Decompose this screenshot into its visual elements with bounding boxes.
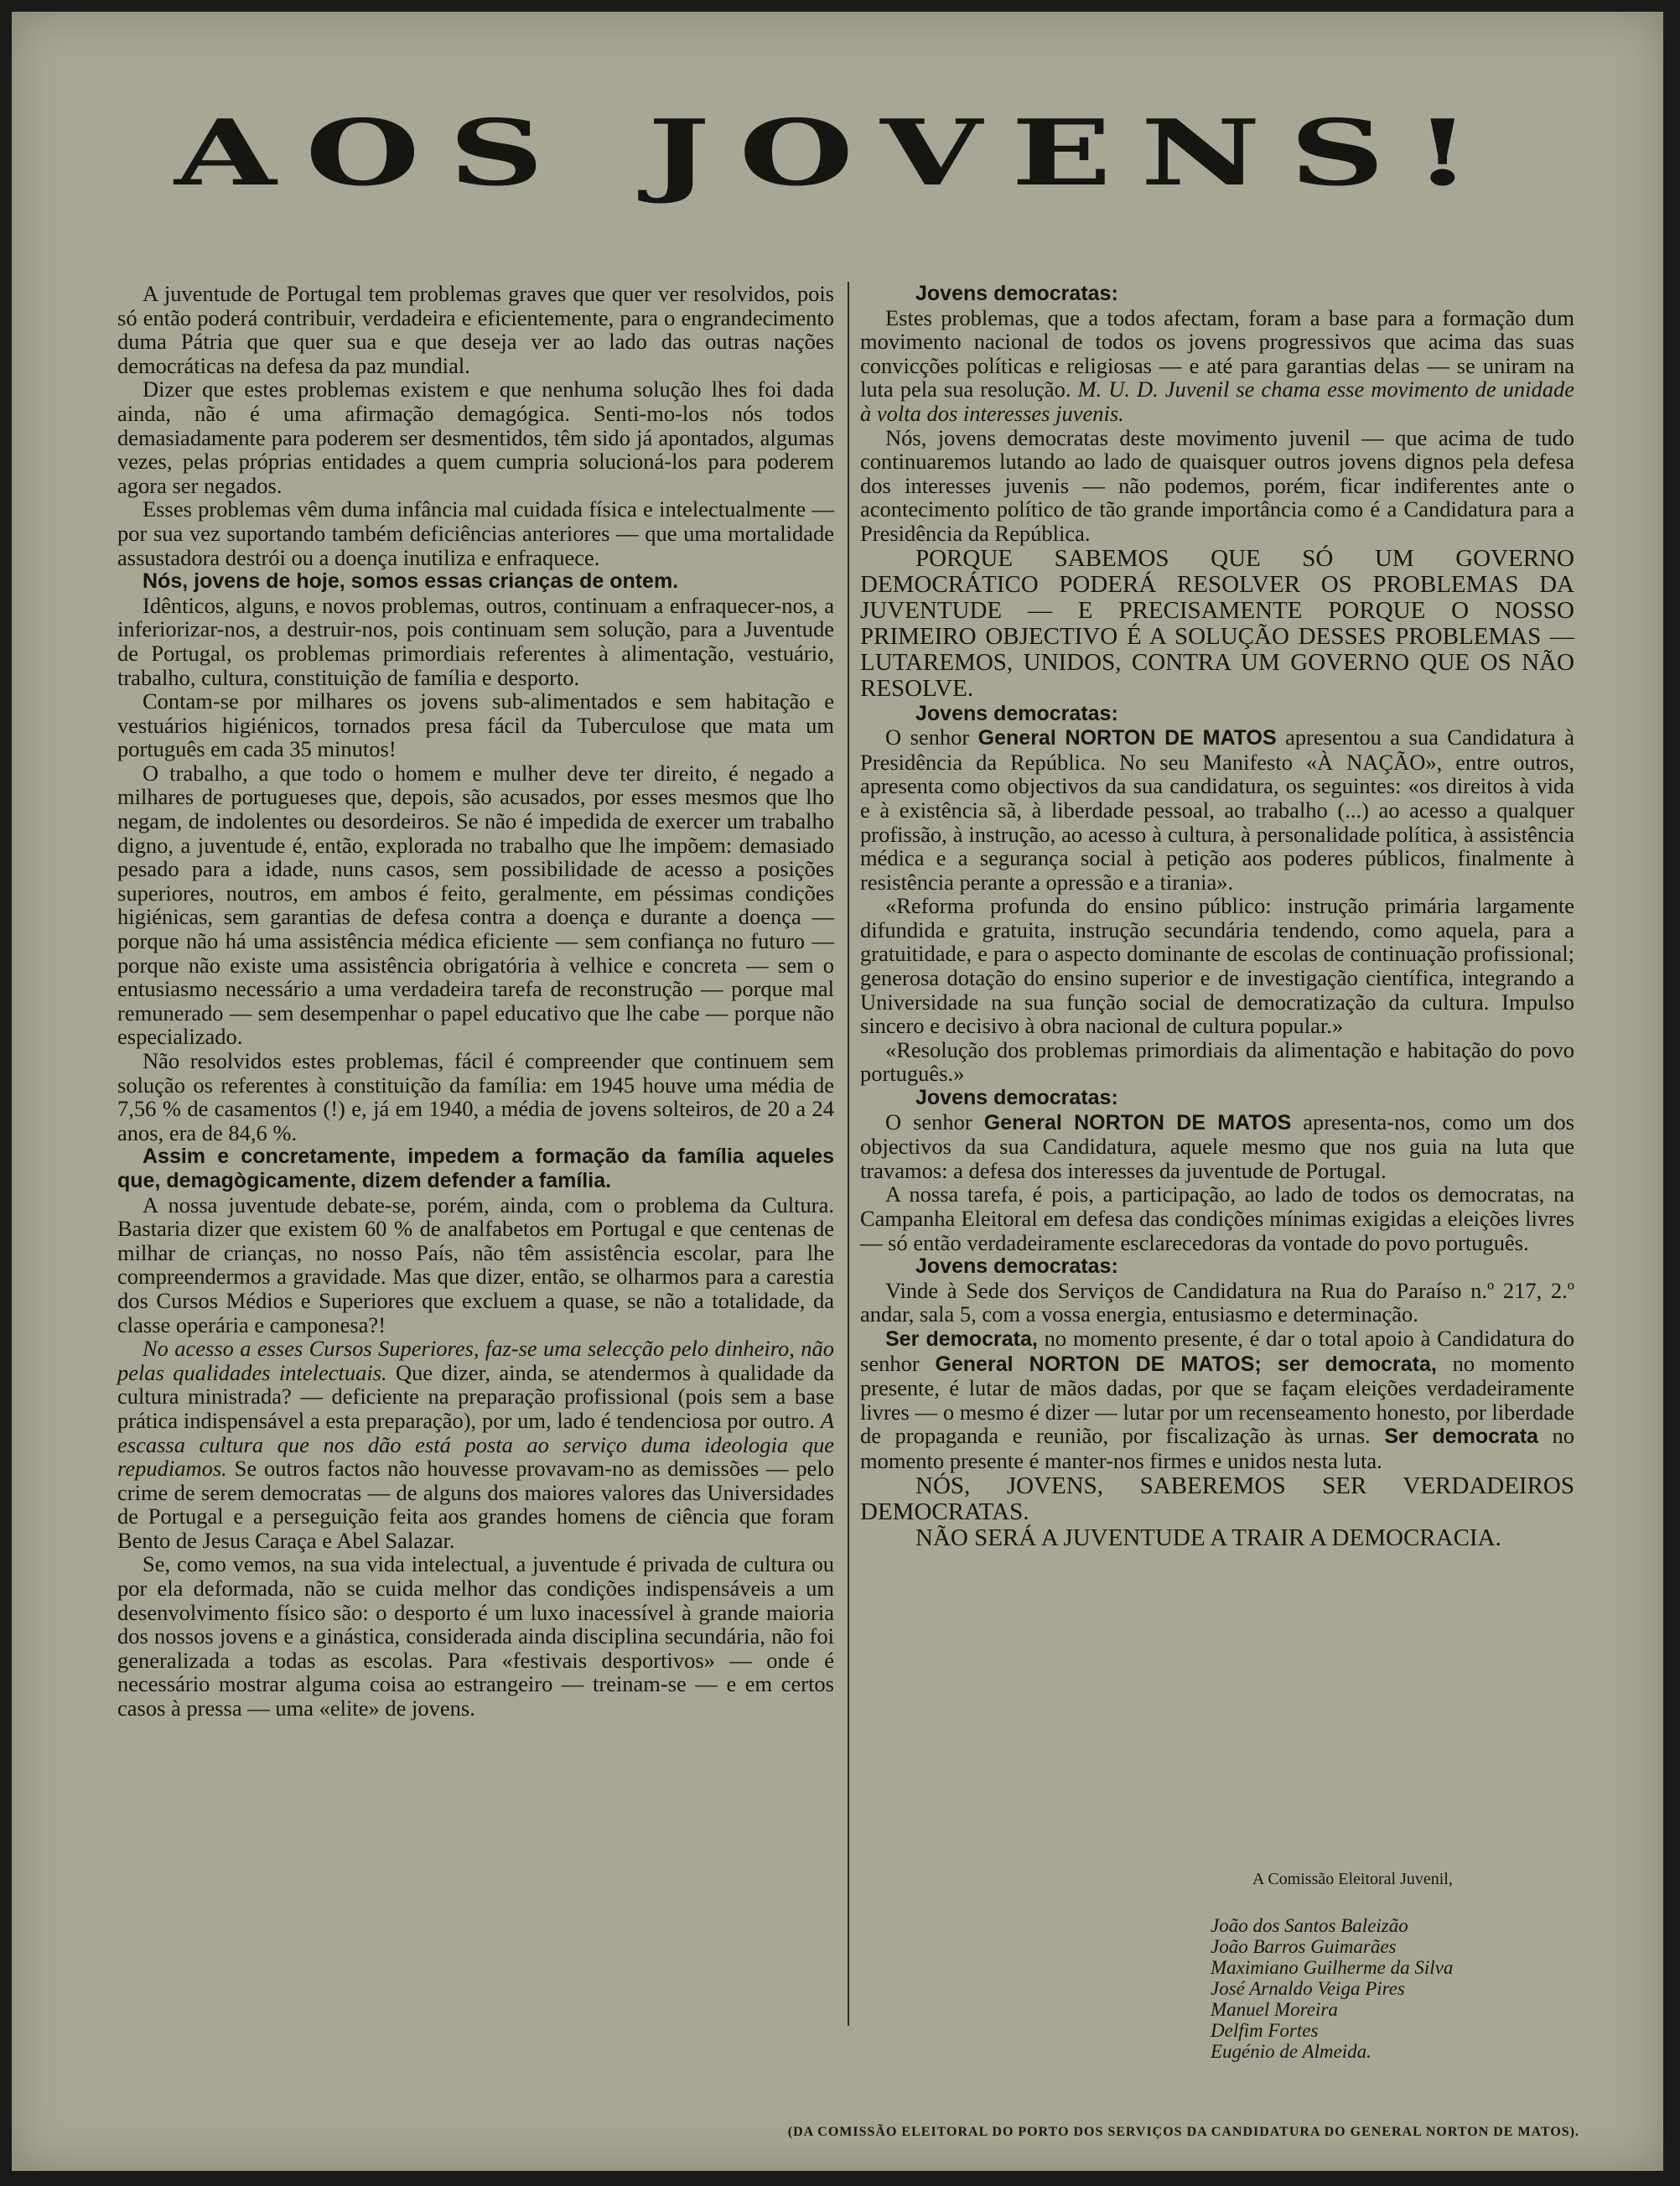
- paragraph: Não resolvidos estes problemas, fácil é compreender que continuem sem solução os referentes à constituição da família: em 1945 houve uma média de 7,56 % de casamentos (!) e, já em 1940, a média de jovens solteiros, de 20 a 24 anos, era de 84,6 %.: [117, 1048, 834, 1145]
- left-column: [117, 282, 834, 1721]
- paragraph: «Resolução dos problemas primordiais da alimentação e habitação do povo português.»: [860, 1036, 1574, 1087]
- bold-run: General NORTON DE MATOS: [983, 1110, 1292, 1135]
- paragraph: [860, 1327, 1574, 1473]
- italic-run: No acesso a esses Cursos Superiores, faz-se uma selecção pelo dinheiro, não pelas qualidades intelectuais.: [117, 1336, 834, 1385]
- paragraph: Se, como vemos, na sua vida intelectual, a juventude é privada de cultura ou por ela deformada, não se cuida melhor das condições indispensáveis a um desenvolvimento físico são: o desporto é um luxo inacessível à grande maioria dos nossos jovens e a ginástica, considerada ainda disciplina secundária, não foi generalizada a todas as escolas. Para «festivais desportivos» — onde é necessário mostrar alguma coisa ao estrangeiro — treinam-se — e em certos casos à pressa — uma «elite» de jovens.: [117, 1551, 834, 1721]
- right-column: [860, 282, 1574, 1551]
- paragraph: Idênticos, alguns, e novos problemas, outros, continuam a enfraquecer-nos, a inferiorizar-nos, a destruir-nos, pois continuam sem solução, para a Juventude de Portugal, os problemas primordiais referentes à alimentação, vestuário, trabalho, cultura, constituição de família e desporto.: [117, 592, 834, 690]
- bold-run: Ser democrata: [1384, 1425, 1538, 1449]
- paragraph: [860, 725, 1574, 894]
- bold-statement: Nós, jovens de hoje, somos essas crianças de ontem.: [143, 569, 679, 594]
- page-title: AOS JOVENS!: [174, 101, 1501, 206]
- text-run: no momento presente, é dar o total apoio à Candidatura do senhor: [860, 1325, 1575, 1376]
- signature-block: [1211, 1869, 1579, 2062]
- signatory-name: Eugénio de Almeida.: [1211, 2041, 1371, 2062]
- text-run: Se outros factos não houvesse provavam-no as demissões — pelo crime de serem democratas — de alguns dos maiores valores das Universidades de Portugal e a perseguição feita aos grandes homens de ciência que foram Bento de Jesus Caraça e Abel Salazar.: [117, 1456, 834, 1553]
- signatory-name: Delfim Fortes: [1211, 2020, 1319, 2041]
- signatory-name: Manuel Moreira: [1211, 1999, 1338, 2020]
- section-heading: Jovens democratas:: [915, 282, 1118, 305]
- signatory-name: Maximiano Guilherme da Silva: [1211, 1957, 1454, 1978]
- signatory-name: José Arnaldo Veiga Pires: [1211, 1978, 1405, 1999]
- paragraph: A nossa tarefa, é pois, a participação, ao lado de todos os democratas, na Campanha Eleitoral em defesa das condições mínimas exigidas a eleições livres — só então verdadeiramente esclarecedoras da vontade do povo português.: [860, 1181, 1574, 1255]
- caps-statement: PORQUE SABEMOS QUE SÓ UM GOVERNO DEMOCRÁTICO PODERÁ RESOLVER OS PROBLEMAS DA JUVENTUDE — E PRECISAMENTE PORQUE O NOSSO PRIMEIRO OBJECTIVO É A SOLUÇÃO DESSES PROBLEMAS — LUTAREMOS, UNIDOS, CONTRA UM GOVERNO QUE OS NÃO RESOLVE.: [860, 544, 1574, 702]
- paragraph: [860, 1110, 1574, 1183]
- paragraph: Nós, jovens democratas deste movimento juvenil — que acima de tudo continuaremos lutando ao lado de quaisquer outros jovens dignos pela defesa dos interesses juvenis — não podemos, porém, ficar indiferentes ante o acontecimento político de tão grande importância como é a Candidatura para a Presidência da República.: [860, 424, 1574, 546]
- italic-run: A escassa cultura que nos dão está posta ao serviço duma ideologia que repudiamos.: [117, 1407, 834, 1482]
- paragraph: A nossa juventude debate-se, porém, ainda, com o problema da Cultura. Bastaria dizer que existem 60 % de analfabetos em Portugal e que centenas de milhar de crianças, no nosso País, não têm assistência escolar, para lhe compreendermos a gravidade. Mas que dizer, então, se olharmos para a carestia dos Cursos Médios e Superiores que excluem a quase, se não a totalidade, da classe operária e camponesa?!: [117, 1192, 834, 1337]
- bold-run: General NORTON DE MATOS; ser democrata,: [935, 1352, 1437, 1376]
- text-run: no momento presente, é lutar de mãos dadas, por que se façam eleições verdadeiramente livres — o mesmo é dizer — lutar por um recenseamento honesto, por liberdade de propaganda e reunião, por fiscalização às urnas.: [860, 1350, 1574, 1449]
- caps-statement: NÓS, JOVENS, SABEREMOS SER VERDADEIROS DEMOCRATAS.: [860, 1472, 1574, 1525]
- signatory-name: João dos Santos Baleizão: [1211, 1915, 1408, 1936]
- text-run: Estes problemas, que a todos afectam, foram a base para a formação dum movimento nacional de todos os jovens progressivos que acima das suas convicções políticas e religiosas — e até para garantias delas — se uniram na luta pela sua resolução.: [860, 304, 1574, 402]
- paragraph: Dizer que estes problemas existem e que nenhuma solução lhes foi dada ainda, não é uma afirmação demagógica. Senti-mo-los nós todos demasiadamente para poderem ser desmentidos, têm sido já apontados, algumas vezes, pelas próprias entidades a quem cumpria solucioná-los para poderem agora ser negados.: [117, 376, 834, 498]
- text-run: apresenta-nos, como um dos objectivos da sua Candidatura, aquele mesmo que nos guia na luta que travamos: a defesa dos interesses da juventude de Portugal.: [860, 1109, 1574, 1183]
- paragraph: «Reforma profunda do ensino público: instrução primária largamente difundida e gratuita, instrução secundária tendendo, como aquela, para a gratuitidade, e para o aspecto dominante de escolas de continuação profissional; generosa dotação do ensino superior e de investigação científica, integrando a Universidade na sua função social de democratização da cultura. Impulso sincero e decisivo à obra nacional de cultura popular.»: [860, 893, 1574, 1039]
- signature-caption: A Comissão Eleitoral Juvenil,: [1252, 1870, 1453, 1888]
- paragraph: Esses problemas vêm duma infância mal cuidada física e intelectualmente — por sua vez suportando também deficiências anteriores — que uma mortalidade assustadora destrói ou a doença inutiliza e enfraquece.: [117, 496, 834, 570]
- text-run: apresentou a sua Candidatura à Presidência da República. No seu Manifesto «À NAÇÃO», entre outros, apresenta como objectivos da sua candidatura, os seguintes: «os direitos à vida e à existência sã, à liberdade pessoal, ao trabalho (...) ao acesso a qualquer profissão, à instrução, ao acesso à cultura, à personalidade política, à assistência médica e a segurança social à petição aos poderes públicos, finalmente à resistência perante a opressão e a tirania».: [860, 724, 1574, 895]
- section-heading: Jovens democratas:: [915, 701, 1118, 725]
- signatory-name: João Barros Guimarães: [1211, 1936, 1397, 1957]
- text-run: O senhor: [885, 1109, 984, 1135]
- paragraph: Vinde à Sede dos Serviços de Candidatura na Rua do Paraíso n.º 217, 2.º andar, sala 5, com a vossa energia, entusiasmo e determinação.: [860, 1277, 1574, 1327]
- paragraph: O trabalho, a que todo o homem e mulher deve ter direito, é negado a milhares de portugueses que, depois, são acusados, por esses mesmos que lho negam, de indolentes ou desordeiros. Se não é impedida de exercer um trabalho digno, a juventude é, então, explorada no trabalho que lhe impõem: demasiado pesado para a idade, nuns casos, sem possibilidade de acesso a posições superiores, noutros, em ambos é feito, geralmente, em péssimas condições higiénicas, sem garantias de defesa contra a doença e durante a doença — porque não há uma assistência médica eficiente — sem confiança no futuro — porque não existe uma assistência obrigatória à velhice e concreta — sem o entusiasmo necessário a uma verdadeira tarefa de reconstrução — porque mal remunerado — sem desempenhar o papel educativo que lhe cabe — porque não especializado.: [117, 760, 834, 1050]
- footer-note: (DA COMISSÃO ELEITORAL DO PORTO DOS SERVIÇOS DA CANDIDATURA DO GENERAL NORTON DE MATOS).: [787, 2125, 1579, 2139]
- italic-run: M. U. D. Juvenil se chama esse movimento de unidade à volta dos interesses juvenis.: [860, 376, 1575, 426]
- section-heading: Jovens democratas:: [915, 1254, 1118, 1279]
- paragraph: A juventude de Portugal tem problemas graves que quer ver resolvidos, pois só então poderá contribuir, verdadeira e eficientemente, para o engrandecimento duma Pátria que quer sua e que deseja ver ao lado das outras nações democráticas na defesa da paz mundial.: [117, 281, 834, 378]
- text-run: no momento presente é manter-nos firmes e unidos nesta luta.: [860, 1423, 1574, 1473]
- signature-names: [1211, 1915, 1579, 2062]
- column-divider: [848, 282, 849, 2026]
- paragraph: [860, 306, 1574, 426]
- paragraph: Contam-se por milhares os jovens sub-alimentados e sem habitação e vestuários higiénicos, tornados presa fácil da Tuberculose que mata um português em cada 35 minutos!: [117, 688, 834, 762]
- paragraph: [117, 1337, 834, 1552]
- section-heading: Jovens democratas:: [915, 1086, 1118, 1110]
- text-run: O senhor: [885, 724, 978, 750]
- text-run: Que dizer, ainda, se atendermos à qualidade da cultura ministrada? — deficiente na preparação profissional (pois sem a base prática indispensável a esta preparação), por um, lado é tendenciosa por outro.: [117, 1359, 834, 1433]
- bold-statement: Assim e concretamente, impedem a formação da família aqueles que, demagògicamente, dizem defender a família.: [117, 1145, 834, 1192]
- bold-run: Ser democrata,: [885, 1327, 1038, 1351]
- leaflet-page: [12, 12, 1663, 2171]
- caps-statement: NÃO SERÁ A JUVENTUDE A TRAIR A DEMOCRACIA.: [915, 1524, 1501, 1551]
- bold-run: General NORTON DE MATOS: [977, 726, 1277, 750]
